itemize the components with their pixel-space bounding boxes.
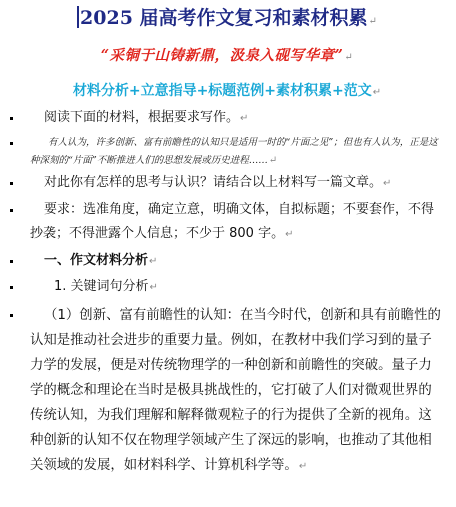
subsection-heading: 1. 关键词句分析↵ [10,275,444,300]
text-cursor [77,6,79,28]
requirements-paragraph: 要求：选准角度，确定立意，明确文体，自拟标题；不要套作，不得抄袭；不得泄露个人信息；不少于 800 字。↵ [10,198,444,247]
paragraph-mark-icon: ↵ [149,256,158,267]
paragraph-mark-icon: ↵ [285,229,294,240]
paragraph-mark-icon: ↵ [149,282,158,293]
paragraph-mark-icon: ↵ [298,461,308,472]
material-quote-paragraph: 有人认为，许多创新、富有前瞻性的认知只是适用一时的“片面之见”；但也有人认为，正是这种深刻的“片面”不断推进人们的思想发展或历史进程……↵ [10,134,444,170]
document-subtitle: “采铜于山铸新鼎，汲泉入砚写华章”↵ [100,47,354,64]
document-title: 2025 届高考作文复习和素材积累↵ [10,6,444,34]
question-paragraph: 对此你有怎样的思考与认识？请结合以上材料写一篇文章。↵ [10,171,444,196]
paragraph-mark-icon: ↵ [240,113,249,124]
instruction-paragraph: 阅读下面的材料，根据要求写作。↵ [10,106,444,131]
topic-banner: 材料分析+立意指导+标题范例+素材积累+范文↵ [72,83,382,99]
paragraph-mark-icon: ↵ [344,52,354,63]
paragraph-mark-icon: ↵ [372,87,382,98]
analysis-paragraph: （1）创新、富有前瞻性的认知：在当今时代，创新和具有前瞻性的认知是推动社会进步的重要力量。例如，在教材中我们学习到的量子力学的发展，便是对传统物理学的一种创新和前瞻性的突破。量子力学的概念和理论在当时是极具挑战性的，它打破了人们对微观世界的传统认知，为我们理解和解释微观粒子的行为提供了全新的视角。这种创新的认知不仅在物理学领域产生了深远的影响，也推动了其他相关领域的发展，如材料科学、计算机科学等。↵ [10,303,444,479]
section-heading: 一、作文材料分析↵ [10,249,444,274]
paragraph-mark-icon: ↵ [268,155,278,166]
paragraph-mark-icon: ↵ [383,178,392,189]
paragraph-mark-icon: ↵ [368,16,377,27]
